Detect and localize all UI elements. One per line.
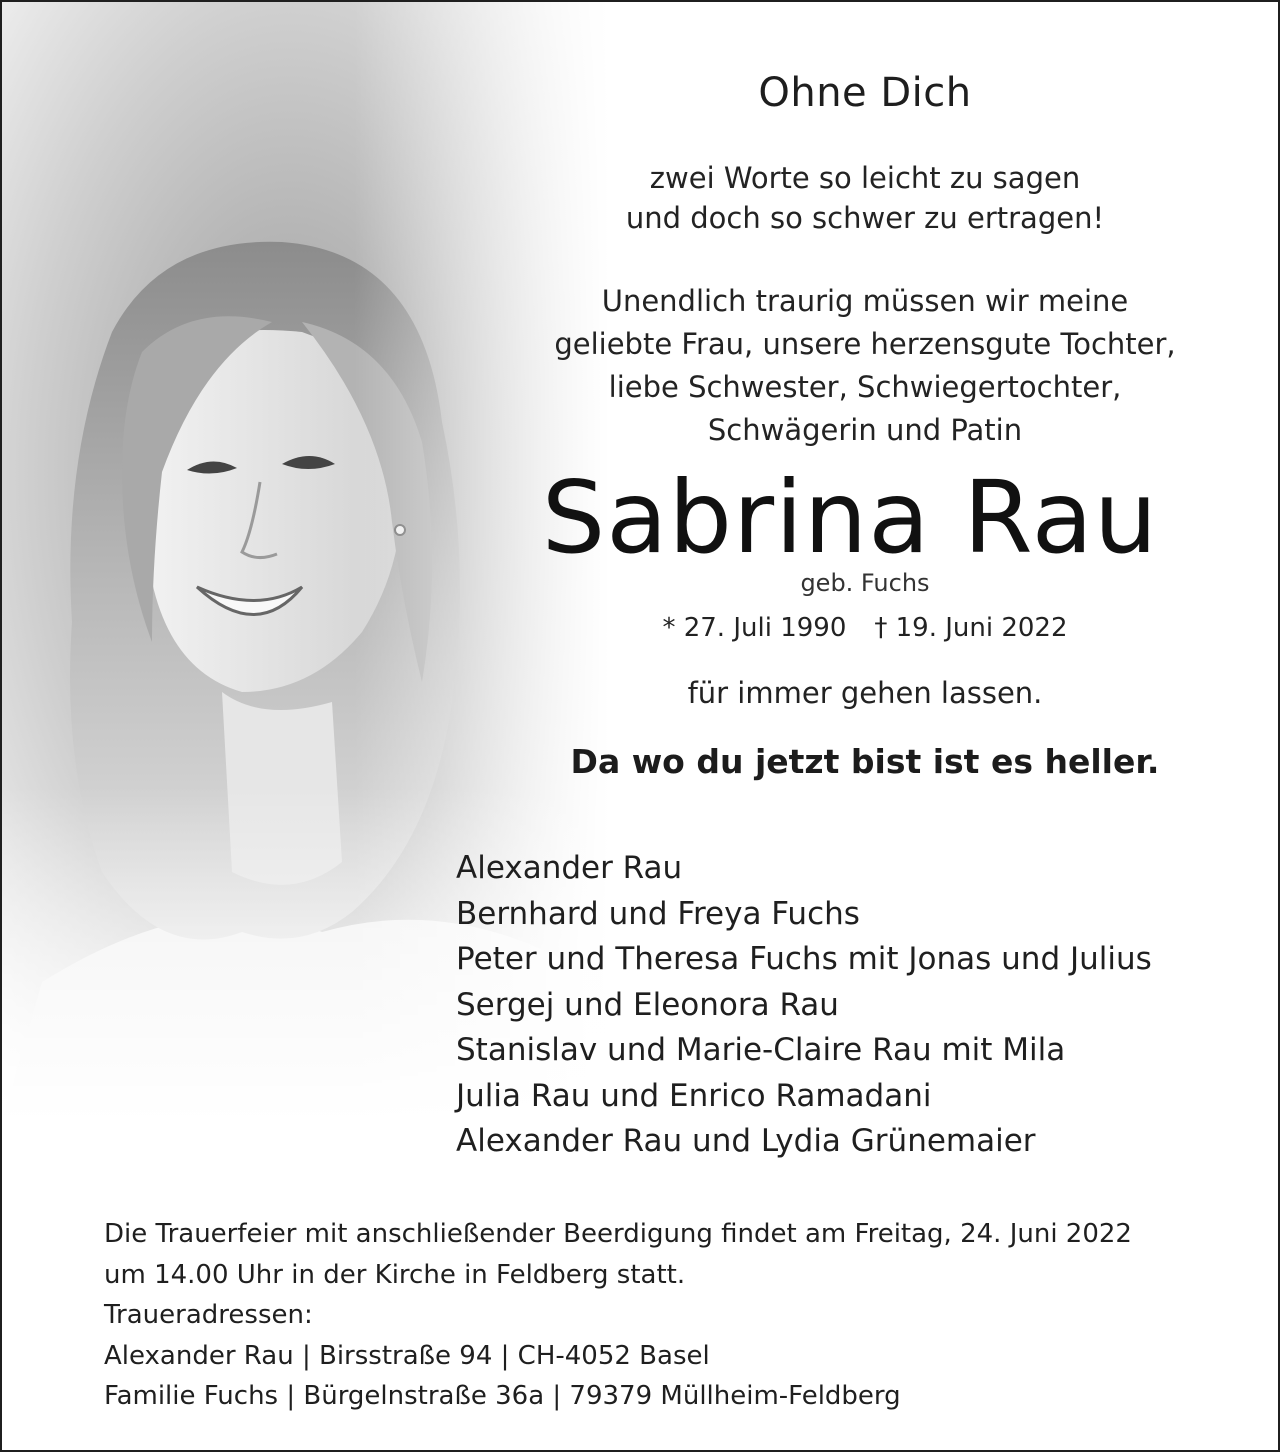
intro-text (470, 280, 1260, 452)
info-line: um 14.00 Uhr in der Kirche in Feldberg statt. (104, 1259, 686, 1290)
mourner-entry: Sergej und Eleonora Rau (456, 986, 839, 1023)
verse-line: zwei Worte so leicht zu sagen (649, 161, 1081, 195)
mourner-entry: Peter und Theresa Fuchs mit Jonas und Julius (456, 941, 1152, 977)
intro-line: Schwägerin und Patin (707, 413, 1023, 447)
funeral-info (104, 1214, 1224, 1417)
verse-line: und doch so schwer zu ertragen! (625, 201, 1105, 235)
mourner-entry: Stanislav und Marie-Claire Rau mit Mila (456, 1032, 1066, 1068)
motto: Da wo du jetzt bist ist es heller. (570, 742, 1160, 781)
mourner-entry: Alexander Rau (456, 850, 683, 886)
intro-line: geliebte Frau, unsere herzensgute Tochter, (554, 327, 1176, 361)
verse (470, 158, 1260, 238)
maiden-name: geb. Fuchs (800, 569, 930, 597)
intro-line: Unendlich traurig müssen wir meine (601, 284, 1129, 318)
info-line: Traueradressen: (104, 1300, 313, 1330)
mourners-list (456, 846, 1152, 1165)
birth-date: * 27. Juli 1990 (662, 613, 847, 643)
mourner-entry: Alexander Rau und Lydia Grünemaier (456, 1123, 1036, 1159)
address-line: Alexander Rau | Birsstraße 94 | CH-4052 Basel (104, 1340, 710, 1371)
address-line: Familie Fuchs | Bürgelnstraße 36a | 79379 Müllheim-Feldberg (104, 1381, 901, 1411)
intro-line: liebe Schwester, Schwiegertochter, (608, 370, 1122, 404)
closing-line: für immer gehen lassen. (687, 676, 1043, 710)
life-dates (470, 613, 1260, 643)
headline: Ohne Dich (758, 70, 972, 116)
info-line: Die Trauerfeier mit anschließender Beerdigung findet am Freitag, 24. Juni 2022 (104, 1219, 1132, 1249)
death-date: † 19. Juni 2022 (874, 613, 1068, 643)
deceased-name: Sabrina Rau (541, 459, 1159, 576)
mourner-entry: Bernhard und Freya Fuchs (456, 895, 860, 932)
mourner-entry: Julia Rau und Enrico Ramadani (456, 1077, 932, 1114)
